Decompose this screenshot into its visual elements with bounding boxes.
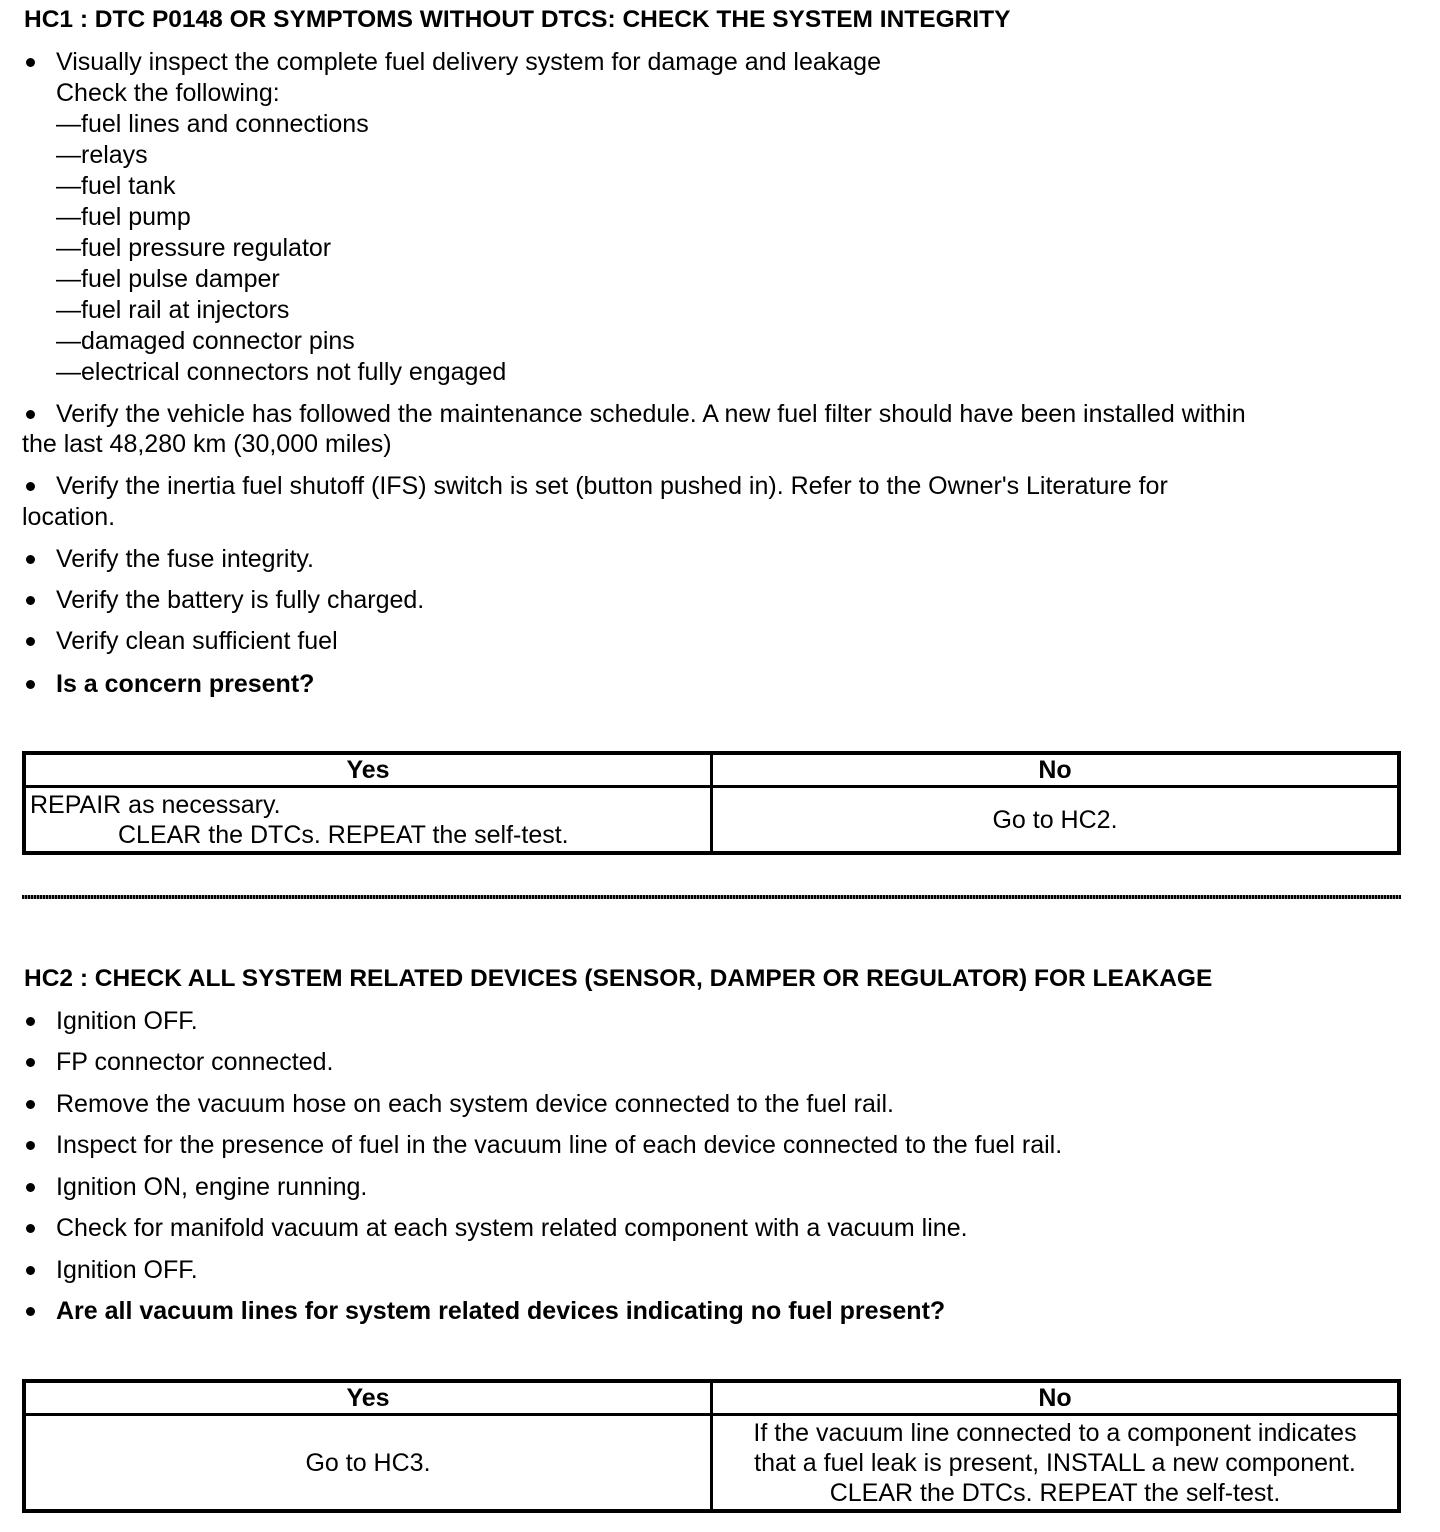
hc1-bullet-fuel: Verify clean sufficient fuel	[56, 627, 338, 655]
hc2-result-table	[22, 1379, 1401, 1513]
hc1-bullet-maintenance: Verify the vehicle has followed the maintenance schedule. A new fuel filter should have been installed within	[56, 400, 1246, 428]
check-item: —fuel pulse damper	[56, 265, 280, 293]
hc1-bullet-battery: Verify the battery is fully charged.	[56, 586, 425, 614]
hc1-check-following: Check the following:	[56, 79, 280, 107]
hc2-question: Are all vacuum lines for system related devices indicating no fuel present?	[56, 1297, 946, 1325]
yes-header: Yes	[24, 753, 712, 787]
yes-header: Yes	[24, 1381, 712, 1415]
yes-line: REPAIR as necessary.	[30, 790, 281, 819]
yes-line: CLEAR the DTCs. REPEAT the self-test.	[118, 820, 569, 849]
hc2-bullet: Ignition ON, engine running.	[56, 1173, 368, 1201]
yes-cell: Go to HC3.	[24, 1415, 712, 1512]
check-item: —fuel tank	[56, 172, 176, 200]
hc1-question: Is a concern present?	[56, 670, 315, 698]
hc2-bullet: Ignition OFF.	[56, 1007, 198, 1035]
hc2-bullet: Remove the vacuum hose on each system device connected to the fuel rail.	[56, 1090, 894, 1118]
check-item: —electrical connectors not fully engaged	[56, 358, 507, 386]
hc2-bullet: Ignition OFF.	[56, 1256, 198, 1284]
yes-cell	[24, 787, 712, 854]
no-line: that a fuel leak is present, INSTALL a new component.	[754, 1448, 1356, 1477]
hc1-bullet-maintenance-cont: the last 48,280 km (30,000 miles)	[22, 430, 392, 458]
no-cell: Go to HC2.	[712, 787, 1400, 854]
hc2-title: HC2 : CHECK ALL SYSTEM RELATED DEVICES (SENSOR, DAMPER OR REGULATOR) FOR LEAKAGE	[24, 965, 1213, 992]
check-item: —fuel lines and connections	[56, 110, 369, 138]
hc1-bullet-ifs: Verify the inertia fuel shutoff (IFS) switch is set (button pushed in). Refer to the Owner's Literature for	[56, 472, 1168, 500]
check-item: —relays	[56, 141, 148, 169]
check-item: —fuel rail at injectors	[56, 296, 290, 324]
hc1-title: HC1 : DTC P0148 OR SYMPTOMS WITHOUT DTCS: CHECK THE SYSTEM INTEGRITY	[24, 6, 1011, 33]
no-line: CLEAR the DTCs. REPEAT the self-test.	[829, 1478, 1281, 1507]
hc1-bullet-ifs-cont: location.	[22, 503, 116, 531]
section-divider	[22, 895, 1401, 899]
no-line: If the vacuum line connected to a component indicates	[753, 1418, 1357, 1447]
check-item: —fuel pressure regulator	[56, 234, 332, 262]
check-item: —fuel pump	[56, 203, 191, 231]
hc1-result-table	[22, 751, 1401, 855]
hc2-bullet: Inspect for the presence of fuel in the vacuum line of each device connected to the fuel rail.	[56, 1131, 1063, 1159]
hc1-bullet-inspect: Visually inspect the complete fuel delivery system for damage and leakage	[56, 48, 881, 76]
hc1-bullet-fuse: Verify the fuse integrity.	[56, 545, 314, 573]
no-header: No	[712, 753, 1400, 787]
no-header: No	[712, 1381, 1400, 1415]
no-cell	[712, 1415, 1400, 1512]
hc2-bullet: Check for manifold vacuum at each system related component with a vacuum line.	[56, 1214, 968, 1242]
hc2-bullet: FP connector connected.	[56, 1048, 334, 1076]
check-item: —damaged connector pins	[56, 327, 355, 355]
